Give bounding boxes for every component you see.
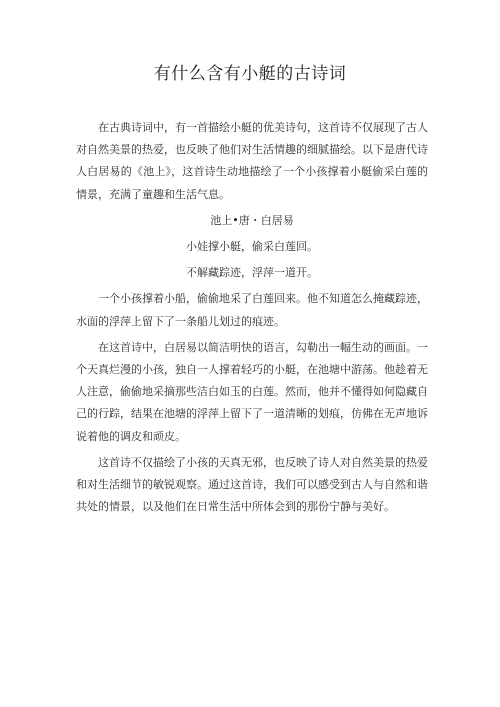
- document-body: [76, 117, 428, 518]
- translation-paragraph: 一个小孩撑着小船，偷偷地采了白莲回来。他不知道怎么掩藏踪迹，水面的浮萍上留下了一条船儿划过的痕迹。: [76, 292, 428, 328]
- intro-paragraph: 在古典诗词中，有一首描绘小艇的优美诗句，这首诗不仅展现了古人对自然美景的热爱，也反映了他们对生活情趣的细腻描绘。以下是唐代诗人白居易的《池上》，这首诗生动地描绘了一个小孩撑着小艇偷采白莲的情景，充满了童趣和生活气息。: [76, 121, 428, 201]
- poem-line-2: 不解藏踪迹，浮萍一道开。: [186, 266, 318, 280]
- poem-line-1: 小娃撑小艇，偷采白莲回。: [186, 240, 318, 254]
- document-title: 有什么含有小艇的古诗词: [153, 64, 347, 84]
- conclusion-paragraph: 这首诗不仅描绘了小孩的天真无邪，也反映了诗人对自然美景的热爱和对生活细节的敏锐观察。通过这首诗，我们可以感受到古人与自然和谐共处的情景，以及他们在日常生活中所体会到的那份宁静与美好。: [76, 455, 428, 514]
- analysis-paragraph: 在这首诗中，白居易以简洁明快的语言，勾勒出一幅生动的画面。一个天真烂漫的小孩，独自一人撑着轻巧的小艇，在池塘中游荡。他趁着无人注意，偷偷地采摘那些洁白如玉的白莲。然而，他并不懂得如何隐藏自己的行踪，结果在池塘的浮萍上留下了一道清晰的划痕，仿佛在无声地诉说着他的调皮和顽皮。: [76, 340, 428, 443]
- poem-heading: 池上•唐・白居易: [210, 213, 294, 227]
